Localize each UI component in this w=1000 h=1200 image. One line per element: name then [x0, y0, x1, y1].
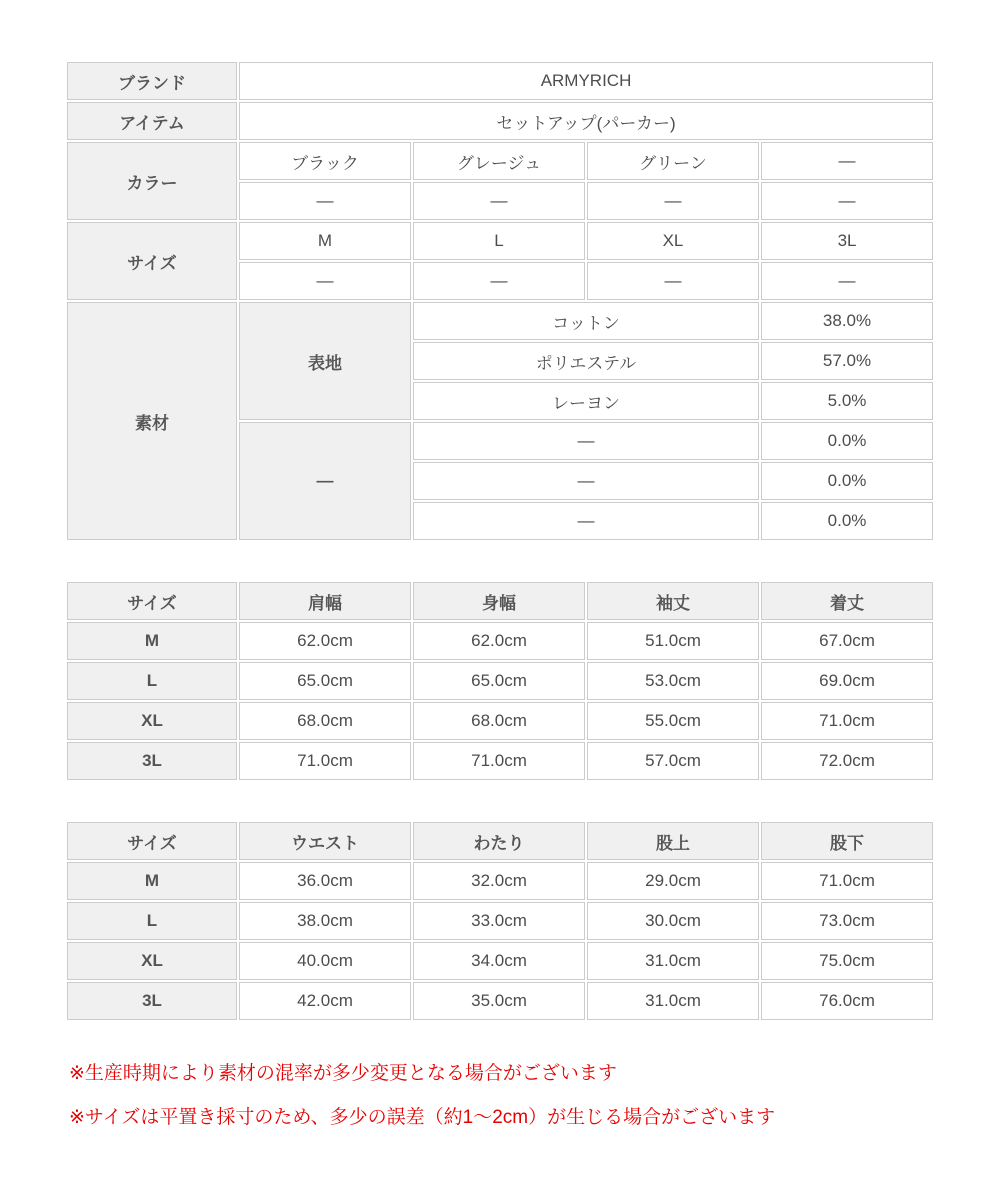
size-option-1: M: [239, 222, 411, 260]
material-label: 素材: [67, 302, 237, 540]
tops-m-length: 67.0cm: [761, 622, 933, 660]
empty-fabric-part-label: —: [239, 422, 411, 540]
bottoms-xl-thigh: 34.0cm: [413, 942, 585, 980]
color-option-4: —: [761, 142, 933, 180]
bottoms-l-waist: 38.0cm: [239, 902, 411, 940]
shoulder-width-header: 肩幅: [239, 582, 411, 620]
tops-xl-shoulder: 68.0cm: [239, 702, 411, 740]
tops-row-xl: [67, 702, 933, 740]
tops-l-length: 69.0cm: [761, 662, 933, 700]
material-row-1: [67, 302, 933, 340]
material-percent-6: 0.0%: [761, 502, 933, 540]
size-label: サイズ: [67, 222, 237, 300]
color-option-5: —: [239, 182, 411, 220]
tops-3l-shoulder: 71.0cm: [239, 742, 411, 780]
note-material-mixture: ※生産時期により素材の混率が多少変更となる場合がございます: [69, 1063, 617, 1084]
bottoms-size-table: [65, 820, 935, 1022]
size-option-2: L: [413, 222, 585, 260]
bottoms-xl-rise: 31.0cm: [587, 942, 759, 980]
bottoms-3l-rise: 31.0cm: [587, 982, 759, 1020]
tops-xl-length: 71.0cm: [761, 702, 933, 740]
bottoms-m-inseam: 71.0cm: [761, 862, 933, 900]
bottoms-row-xl: [67, 942, 933, 980]
tops-row-l: [67, 662, 933, 700]
bottoms-row-3l: [67, 982, 933, 1020]
thigh-width-header: わたり: [413, 822, 585, 860]
size-row-1: [67, 222, 933, 260]
tops-row-3l: [67, 742, 933, 780]
bottoms-m-thigh: 32.0cm: [413, 862, 585, 900]
note-size-tolerance: ※サイズは平置き採寸のため、多少の誤差（約1～2cm）が生じる場合がございます: [69, 1106, 776, 1128]
material-name-2: ポリエステル: [413, 342, 759, 380]
bottoms-l-thigh: 33.0cm: [413, 902, 585, 940]
material-percent-1: 38.0%: [761, 302, 933, 340]
bottoms-xl-waist: 40.0cm: [239, 942, 411, 980]
bottoms-m-waist: 36.0cm: [239, 862, 411, 900]
bottoms-size-m: M: [67, 862, 237, 900]
tops-l-sleeve: 53.0cm: [587, 662, 759, 700]
item-row: [67, 102, 933, 140]
tops-m-shoulder: 62.0cm: [239, 622, 411, 660]
material-percent-2: 57.0%: [761, 342, 933, 380]
size-option-5: —: [239, 262, 411, 300]
bottoms-size-xl: XL: [67, 942, 237, 980]
tops-3l-sleeve: 57.0cm: [587, 742, 759, 780]
color-option-2: グレージュ: [413, 142, 585, 180]
color-option-3: グリーン: [587, 142, 759, 180]
rise-header: 股上: [587, 822, 759, 860]
bottoms-l-rise: 30.0cm: [587, 902, 759, 940]
size-option-8: —: [761, 262, 933, 300]
outer-fabric-part-label: 表地: [239, 302, 411, 420]
bottoms-xl-inseam: 75.0cm: [761, 942, 933, 980]
tops-3l-body-width: 71.0cm: [413, 742, 585, 780]
size-option-7: —: [587, 262, 759, 300]
bottoms-l-inseam: 73.0cm: [761, 902, 933, 940]
product-spec-table: [65, 60, 935, 542]
bottoms-3l-inseam: 76.0cm: [761, 982, 933, 1020]
tops-xl-body-width: 68.0cm: [413, 702, 585, 740]
bottoms-3l-waist: 42.0cm: [239, 982, 411, 1020]
tops-size-header: サイズ: [67, 582, 237, 620]
tops-m-body-width: 62.0cm: [413, 622, 585, 660]
material-percent-5: 0.0%: [761, 462, 933, 500]
material-name-1: コットン: [413, 302, 759, 340]
body-length-header: 着丈: [761, 582, 933, 620]
body-width-header: 身幅: [413, 582, 585, 620]
material-percent-4: 0.0%: [761, 422, 933, 460]
tops-3l-length: 72.0cm: [761, 742, 933, 780]
material-name-5: —: [413, 462, 759, 500]
material-name-3: レーヨン: [413, 382, 759, 420]
bottoms-header-row: [67, 822, 933, 860]
tops-row-m: [67, 622, 933, 660]
brand-value: ARMYRICH: [239, 62, 933, 100]
bottoms-m-rise: 29.0cm: [587, 862, 759, 900]
color-option-1: ブラック: [239, 142, 411, 180]
tops-size-l: L: [67, 662, 237, 700]
bottoms-3l-thigh: 35.0cm: [413, 982, 585, 1020]
tops-size-xl: XL: [67, 702, 237, 740]
waist-header: ウエスト: [239, 822, 411, 860]
tops-l-body-width: 65.0cm: [413, 662, 585, 700]
bottoms-row-m: [67, 862, 933, 900]
disclaimer-notes: [65, 1062, 935, 1130]
material-percent-3: 5.0%: [761, 382, 933, 420]
size-option-4: 3L: [761, 222, 933, 260]
tops-size-m: M: [67, 622, 237, 660]
color-option-7: —: [587, 182, 759, 220]
bottoms-size-header: サイズ: [67, 822, 237, 860]
tops-l-shoulder: 65.0cm: [239, 662, 411, 700]
material-name-6: —: [413, 502, 759, 540]
item-label: アイテム: [67, 102, 237, 140]
bottoms-size-l: L: [67, 902, 237, 940]
sleeve-length-header: 袖丈: [587, 582, 759, 620]
bottoms-size-3l: 3L: [67, 982, 237, 1020]
brand-row: [67, 62, 933, 100]
tops-m-sleeve: 51.0cm: [587, 622, 759, 660]
tops-size-3l: 3L: [67, 742, 237, 780]
tops-xl-sleeve: 55.0cm: [587, 702, 759, 740]
bottoms-row-l: [67, 902, 933, 940]
color-label: カラー: [67, 142, 237, 220]
inseam-header: 股下: [761, 822, 933, 860]
color-option-8: —: [761, 182, 933, 220]
tops-header-row: [67, 582, 933, 620]
brand-label: ブランド: [67, 62, 237, 100]
material-name-4: —: [413, 422, 759, 460]
size-option-3: XL: [587, 222, 759, 260]
tops-size-table: [65, 580, 935, 782]
color-row-1: [67, 142, 933, 180]
item-value: セットアップ(パーカー): [239, 102, 933, 140]
size-option-6: —: [413, 262, 585, 300]
color-option-6: —: [413, 182, 585, 220]
